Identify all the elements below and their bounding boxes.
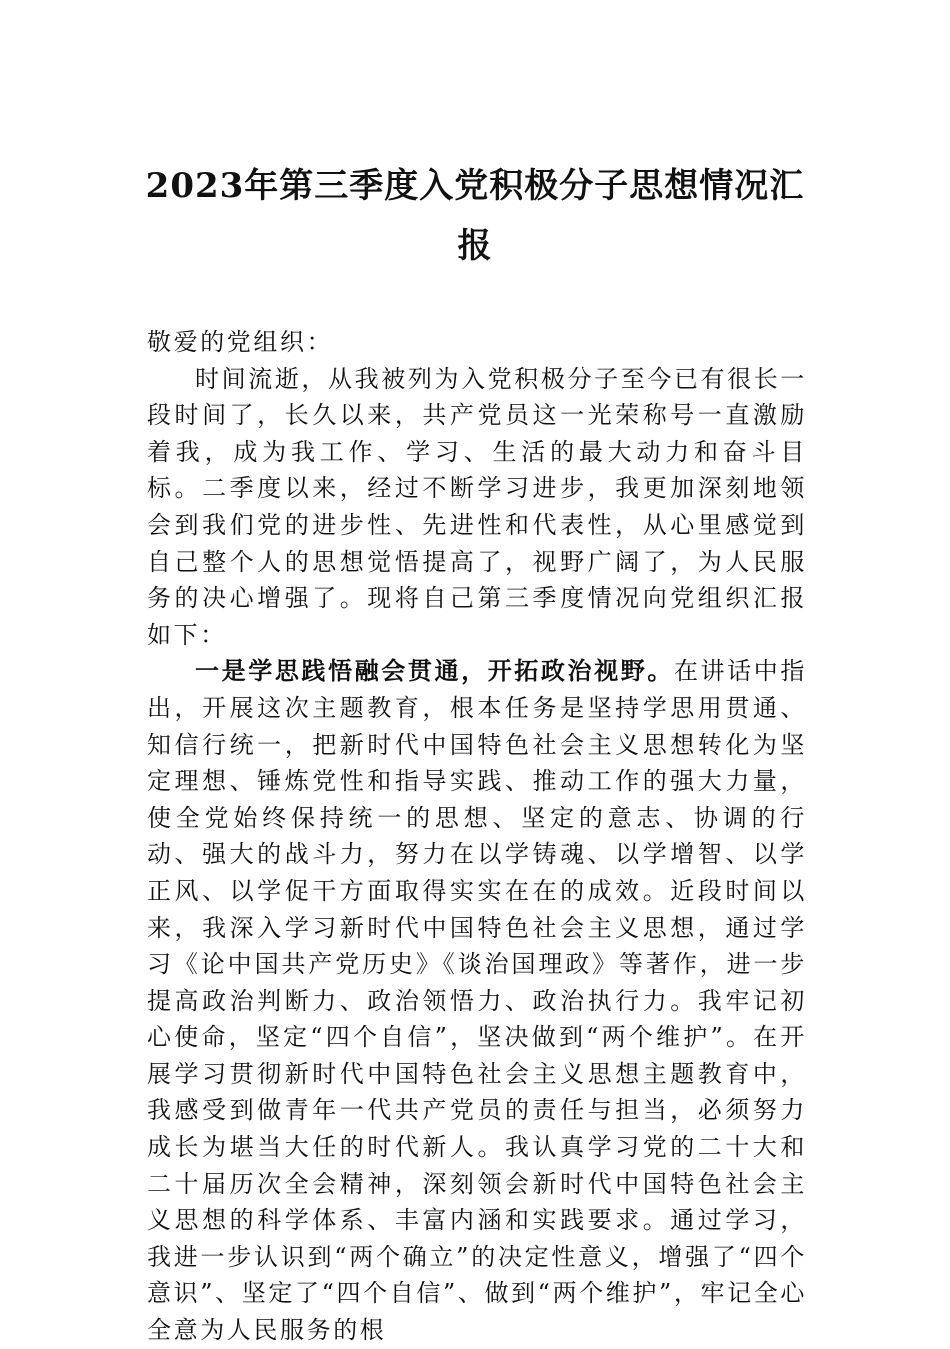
paragraph-text: 时间流逝，从我被列为入党积极分子至今已有很长一段时间了，长久以来，共产党员这一光荣称号一直激励着我，成为我工作、学习、生活的最大动力和奋斗目标。二季度以来，经过不断学习进步，我更加深刻地领会到我们党的进步性、先进性和代表性，从心里感觉到自己整个人的思想觉悟提高了，视野广阔了，为人民服务的决心增强了。现将自己第三季度情况向党组织汇报如下： [147, 364, 807, 649]
salutation: 敬爱的党组织： [147, 328, 334, 356]
paragraph-point-one [147, 653, 807, 1348]
paragraph-text: 在讲话中指出，开展这次主题教育，根本任务是坚持学思用贯通、知信行统一，把新时代中国特色社会主义思想转化为坚定理想、锤炼党性和指导实践、推动工作的强大力量，使全党始终保持统一的思想、坚定的意志、协调的行动、强大的战斗力，努力在以学铸魂、以学增智、以学正风、以学促干方面取得实实在在的成效。近段时间以来，我深入学习新时代中国特色社会主义思想，通过学习《论中国共产党历史》《谈治国理政》等著作，进一步提高政治判断力、政治领悟力、政治执行力。我牢记初心使命，坚定“四个自信”，坚决做到“两个维护”。在开展学习贯彻新时代中国特色社会主义思想主题教育中，我感受到做青年一代共产党员的责任与担当，必须努力成长为堪当大任的时代新人。我认真学习党的二十大和二十届历次全会精神，深刻领会新时代中国特色社会主义思想的科学体系、丰富内涵和实践要求。通过学习，我进一步认识到“两个确立”的决定性意义，增强了“四个意识”、坚定了“四个自信”、做到“两个维护”，牢记全心全意为人民服务的根 [147, 657, 807, 1345]
paragraph-intro [147, 361, 807, 654]
paragraph-lead-heading: 一是学思践悟融会贯通，开拓政治视野。 [195, 656, 674, 686]
document-title: 2023年第三季度入党积极分子思想情况汇报 [145, 166, 805, 266]
document-body [147, 324, 807, 1349]
